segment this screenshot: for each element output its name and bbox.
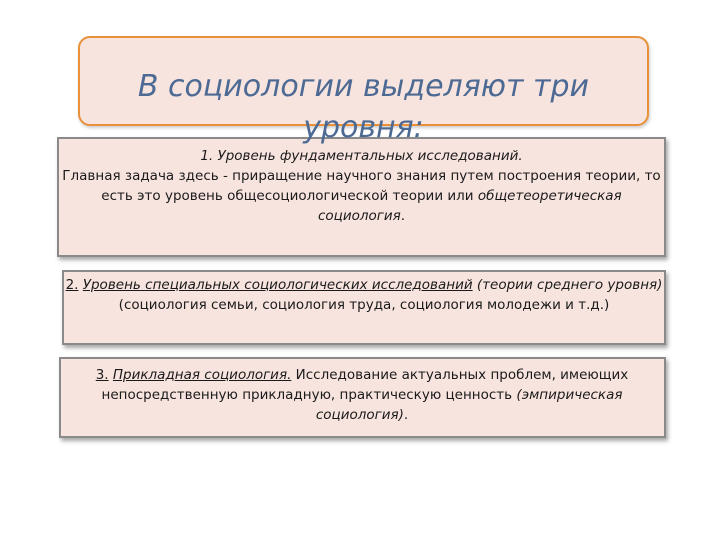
level-1-heading: 1. Уровень фундаментальных исследований. xyxy=(200,148,523,164)
level-3-description: Исследование актуальных проблем, имеющих непосредственную прикладную, практическую ценность xyxy=(101,367,629,403)
level-2-number: 2. xyxy=(65,277,79,293)
slide-title: В социологии выделяют три уровня: xyxy=(137,69,590,145)
level-2-text xyxy=(64,275,664,315)
level-1-text xyxy=(60,146,663,226)
level-1-period: . xyxy=(400,208,406,224)
level-1-description: Главная задача здесь - приращение научного знания путем построения теории, то есть это уровень общесоциологической теории или xyxy=(62,168,661,204)
level-3-text xyxy=(60,365,664,425)
level-2-description: (социология семьи, социология труда, социология молодежи и т.д.) xyxy=(118,297,610,313)
level-3-number: 3. xyxy=(95,367,109,383)
level-3-name: Прикладная социология. xyxy=(112,367,292,383)
level-1-term: общетеоретическая социология xyxy=(317,188,622,224)
level-2-qualifier: (теории среднего уровня) xyxy=(472,277,663,293)
level-3-period: . xyxy=(403,407,409,423)
level-3-term: (эмпирическая социология) xyxy=(315,387,623,423)
level-2-name: Уровень специальных социологических исследований xyxy=(82,277,473,293)
